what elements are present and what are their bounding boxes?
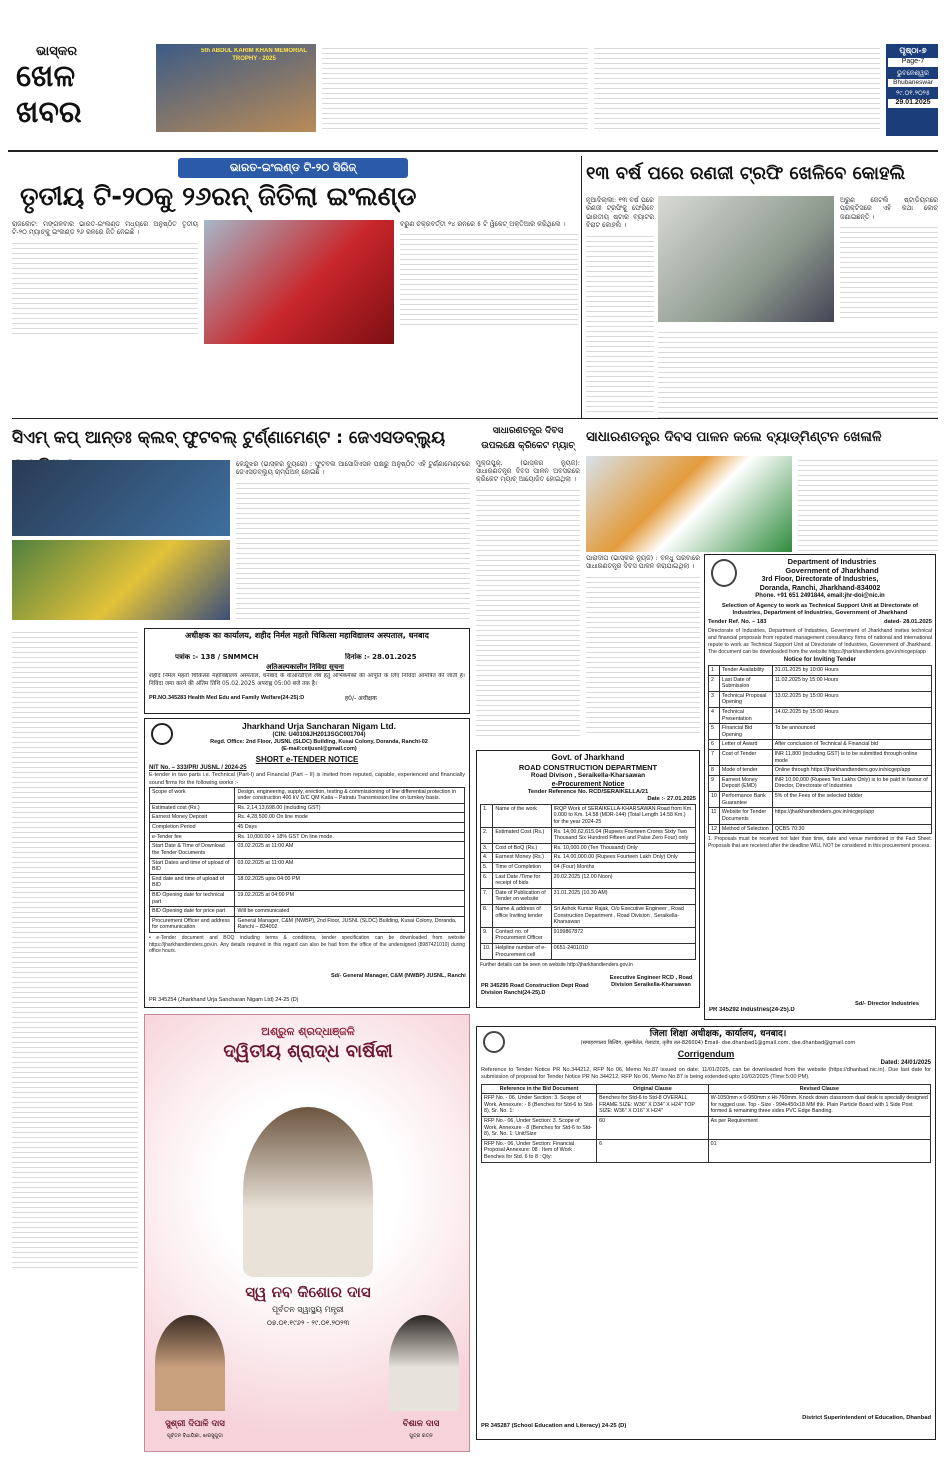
ad-obituary — [144, 1014, 470, 1452]
story-cricket — [476, 426, 580, 746]
story-t20 — [12, 156, 578, 344]
dse-office: जिला शिक्षा अधीक्षक, कार्यालय, धनबाद। — [649, 1029, 787, 1039]
obituary-left-photo — [155, 1315, 225, 1411]
table-row — [481, 905, 696, 928]
badminton-photo — [586, 456, 792, 552]
snmmch-sign: ह0/- अधीक्षक — [345, 695, 377, 702]
table-cell: IRQP Work of SERAIKELLA-KHARSAWAN Road from Km. 0.000 to Km. 14.58 (MDR-144) (Total Length 14.58 Km.) for the year 2024-25 — [551, 804, 695, 827]
table-row — [150, 787, 465, 803]
football-headline: ସିଏମ୍ କପ୍ ଆନ୍ତଃ କ୍ଲବ୍ ଫୁଟବଲ୍ ଟୁର୍ଣ୍ଣାମେଣ୍ଟ : ଜେଏସଡବ୍ଲ୍ୟୁ — [12, 428, 446, 448]
dse-date: Dated: 24/01/2025 — [880, 1059, 931, 1066]
table-row — [709, 708, 932, 724]
table-cell: 18.02.2025 upto 04:00 PM — [235, 874, 465, 890]
table-cell: 9199867872 — [551, 927, 695, 943]
story-badminton — [586, 426, 938, 552]
table-cell: Helpline number of e-Procurement cell — [493, 944, 551, 960]
table-row — [481, 843, 696, 853]
table-cell: Benches for Std-6 to Std-8 OVERALL FRAME SIZE: W36" X D34" X H24" TOP SIZE: W36" X D16" X H24" — [597, 1094, 709, 1117]
rcd-further: Further details can be seen on website http://jharkhandtenders.gov.in — [480, 962, 633, 969]
table-cell: Scope of work — [150, 787, 235, 803]
table-cell: General Manager, C&M (NWBP), 2nd Floor, JUSNL (SLDC) Building, Kusai Colony, Doranda, Ranchi – 834002 — [235, 916, 465, 932]
table-cell: 5 — [709, 724, 720, 740]
ad-rcd — [476, 750, 700, 1008]
table-row — [709, 766, 932, 776]
table-cell: 7 — [709, 750, 720, 766]
industries-tender-no: Tender Ref. No. – 183 — [708, 619, 767, 626]
obituary-name: ସ୍ୱ ନବ କିଶୋର ଦାସ — [245, 1283, 371, 1301]
table-cell: Website for Tender Documents — [719, 808, 772, 824]
table-cell: RFP No. - 06, Under Section: 3. Scope of Work, Annexure: - 8 (Benches for Std-6 to Std-8), Sr. No. 1: — [482, 1094, 597, 1117]
table-cell: Rs. 2,14,13,698.00 (including GST) — [235, 803, 465, 813]
table-row — [709, 750, 932, 766]
rcd-division: Road Divison , Seraikella-Kharsawan — [530, 772, 646, 780]
table-cell: Estimated Cost (Rs.) — [493, 827, 551, 843]
snmmch-body: शहीद निर्मल महतो चिकित्सा महाविद्यालय अस्पताल, धनबाद के वीआरडीएल लैब हेतु अभिकर्मकों की आपूर्ति के लिए निविदा आमंत्रित की जाती है। निविदा जमा करने की अंतिम तिथि 05.02.2025 अपराह्न 05:00 बजे तक है। — [149, 673, 465, 687]
table-cell: Letter of Award — [719, 740, 772, 750]
rule-t20-bottom — [12, 418, 938, 419]
table-cell: 20.02.2025 (12.00 Noon) — [551, 872, 695, 888]
table-cell: Start Date & Time of Download the Tender Documents — [150, 842, 235, 858]
football-photo-1 — [12, 460, 230, 536]
kohli-headline: ୧୩ ବର୍ଷ ପରେ ରଣଜୀ ଟ୍ରଫି ଖେଳିବେ କୋହଲି — [586, 163, 906, 184]
snmmch-pr: PR.NO.345283 Health Med Edu and Family Welfare(24-25):D — [149, 695, 305, 701]
ad-dse — [476, 1026, 936, 1440]
dse-body: Reference to Tender Notice PR No.344212, RFP No 06, Memo No.87 issued on date: 11/01/2025, can be downloaded from the website (https://dhanbad.nic.in). Due last date for submission of proposal for Tender Notice PR No.344212, RFP No 06, Memo No.87 is being extended upto 10/02/2025 (Time:5:00 PM). — [481, 1067, 931, 1081]
table-cell: Financial Bid Opening — [719, 724, 772, 740]
jusnl-sign: Sd/- General Manager, C&M (NWBP) JUSNL, Ranchi — [331, 973, 466, 979]
table-cell: As per Requirement — [708, 1116, 930, 1139]
snmmch-title: अधीक्षक का कार्यालय, शहीद निर्मल महतो चिकित्सा महाविद्यालय अस्पताल, धनबाद — [185, 631, 429, 640]
masthead-logo — [14, 44, 154, 134]
obituary-right-photo — [389, 1315, 459, 1411]
table-cell: Rs. 14,00,62,615.04 (Rupees Fourteen Crores Sixty Two Thousand Six Hundred Fifteen and Paise Zero Four) only — [551, 827, 695, 843]
kohli-body-left — [586, 196, 654, 420]
rcd-ref: Tender Reference No. RCD/SERAIKELLA/21 — [527, 789, 649, 796]
table-cell: 01 — [708, 1139, 930, 1162]
city-odia: ଭୁବନେଶ୍ୱର — [897, 68, 929, 77]
table-cell: 31.01.2025 (10.30 AM) — [551, 888, 695, 904]
date-en: 29.01.2025 — [888, 99, 938, 108]
snmmch-date: दिनांक :- 28.01.2025 — [345, 653, 417, 661]
t20-kicker: ଭାରତ-ଇଂଲଣ୍ଡ ଟି-୨୦ ସିରିଜ୍ — [178, 158, 408, 178]
table-cell: 11 — [709, 808, 720, 824]
table-cell: Tender Availability — [719, 665, 772, 675]
obituary-title: ଦ୍ୱିତୀୟ ଶ୍ରାଦ୍ଧ ବାର୍ଷିକୀ — [223, 1041, 393, 1062]
table-row — [709, 824, 932, 834]
football-body-lead: କେନ୍ଦୁଝର (ଭାସ୍କର ବ୍ୟୁରୋ) : ଫୁଟବଲ ଆସୋସିଏସନ ପକ୍ଷରୁ ଅନୁଷ୍ଠିତ ଏହି ଟୁର୍ଣ୍ଣାମେଣ୍ଟରେ ଜେଏସଡବ୍ଲ୍ୟୁ ଚାମ୍ପିଅନ୍ ହୋଇଛି । — [236, 460, 470, 477]
t20-headline: ତୃତୀୟ ଟି-୨୦କୁ ୨୬ରନ୍ ଜିତିଲା ଇଂଲଣ୍ଡ — [20, 182, 417, 212]
industries-phone: Phone. +91 651 2491844, email:jhr-doi@nic.in — [755, 593, 885, 600]
table-cell: Performance Bank Guarantee — [719, 792, 772, 808]
badminton-body-lead: ପାରାଦୀପ (ଭାସ୍କର ନ୍ୟୁଜ) : ବନ୍ଧୁ ପରବାରେ ସାଧାରଣତନ୍ତ୍ର ଦିବସ ପାଳନ କରାଯାଇଥିଲା । — [586, 554, 700, 571]
table-cell: 11.02.2025 by 15:00 Hours — [772, 675, 931, 691]
table-cell: 8 — [709, 766, 720, 776]
jusnl-title: Jharkhand Urja Sancharan Nigam Ltd. — [242, 721, 396, 731]
table-row — [150, 823, 465, 833]
table-cell: 12 — [709, 824, 720, 834]
table-cell: Earnest Money (Rs.) — [493, 853, 551, 863]
table-cell: Earnest Money Deposit (EMD) — [719, 775, 772, 791]
obituary-right-name: ବିଶାଳ ଦାସ — [402, 1419, 440, 1429]
kohli-body-lead: ନୂଆଦିଲ୍ଲୀ: ୧୩ ବର୍ଷ ପରେ ରଣଜୀ ଟ୍ରଫିକୁ ଫେରିବେ ଭାରତୀୟ ଷ୍ଟାର ବ୍ୟାଟର ବିରାଟ କୋହଲି । — [586, 196, 654, 230]
badminton-body — [586, 554, 700, 742]
jusnl-logo-icon — [151, 723, 173, 745]
page-label-odia: ପୃଷ୍ଠା-୭ — [899, 46, 927, 55]
table-cell: 6. — [481, 872, 493, 888]
ad-jusnl — [144, 718, 470, 1008]
kohli-body-right-lead: ଅରୁଣ ଜେଟଲି ଷ୍ଟାଡିୟମରେ ପ୍ରାକ୍ଟିସରେ ଏହି କଥା କୋଚ୍ ଜଣାଇଛନ୍ତି । — [840, 196, 938, 221]
table-row — [709, 808, 932, 824]
rcd-sign: Executive Engineer RCD , Road Division Seraikella-Kharsawan — [609, 975, 693, 988]
table-cell: Cost of BoQ (Rs.) — [493, 843, 551, 853]
jusnl-pr: PR 345254 (Jharkhand Urja Sancharan Nigam Ltd) 24-25 (D) — [149, 997, 299, 1003]
dse-pr: PR 345287 (School Education and Literacy) 24-25 (D) — [481, 1423, 627, 1429]
story-kohli — [586, 160, 938, 420]
table-row — [709, 792, 932, 808]
table-row — [481, 872, 696, 888]
table-cell: 9 — [709, 775, 720, 791]
table-cell: BID Opening date for technical part — [150, 890, 235, 906]
t20-photo — [204, 220, 394, 344]
industries-addr2: Doranda, Ranchi, Jharkhand-834002 — [759, 584, 881, 592]
rcd-govt: Govt. of Jharkhand — [551, 753, 625, 762]
table-cell: Last Date of Submission — [719, 675, 772, 691]
table-header-row — [482, 1084, 931, 1094]
cricket-headline: ଉପଲକ୍ଷେ କ୍ରିକେଟ ମ୍ୟାଚ୍ — [481, 441, 575, 452]
section-title-line1: ଖେଳ — [16, 60, 76, 94]
dse-title: Corrigendum — [677, 1048, 735, 1059]
table-row — [150, 916, 465, 932]
table-cell: 04 (Four) Months — [551, 862, 695, 872]
table-row — [709, 675, 932, 691]
table-cell: End date and time of upload of BID — [150, 874, 235, 890]
table-cell: 2. — [481, 827, 493, 843]
industries-sign: Sd/- Director Industries — [855, 1001, 920, 1007]
table-row — [481, 853, 696, 863]
obituary-left-name: ସୁଶ୍ରୀ ଦିପାଳି ଦାସ — [165, 1419, 225, 1429]
table-cell: Name & address of office Inviting tender — [493, 905, 551, 928]
table-cell: 14.02.2025 by 15:00 Hours — [772, 708, 931, 724]
table-cell: 13.02.2025 by 15:00 Hours — [772, 691, 931, 707]
page-info-box — [886, 44, 938, 136]
section-title-line2: ଖବର — [16, 96, 82, 130]
t20-body-left — [12, 220, 198, 342]
table-cell: 03.02.2025 at 11:00 AM — [235, 842, 465, 858]
table-cell: Date of Publication of Tender on website — [493, 888, 551, 904]
obituary-right-role: ପୁତ୍ର ରତ୍ନ — [409, 1433, 433, 1439]
table-row — [150, 803, 465, 813]
table-cell: INR 11,800 (including GST) is to be submitted through online mode — [772, 750, 931, 766]
jusnl-notes: • e-Tender document and BOQ including terms & conditions, tender specification can be downloaded from website https://jharkhandtenders.gov.in. Any details required in this regard can also be had from the office of the undersigned (8987421010) during office hours. — [149, 935, 465, 955]
table-cell: Estimated cost (Rs.) — [150, 803, 235, 813]
table-row — [709, 740, 932, 750]
table-row — [482, 1139, 931, 1162]
table-row — [709, 775, 932, 791]
table-cell: W-1050mm x 0-950mm x Ht-760mm. Knock down classroom dual desk is specially designed for rugged use. Top - Size - 994x450x18 MM thk. Plain Particle Board with 1 Side Post formed & remaining three sides PVC Edge Banding. — [708, 1094, 930, 1117]
table-cell: RFP No.- 06, Under Section: 3. Scope of Work, Annexure - 8 (Benches for Std-6 to Std-8), Sr. No. 1: Unit/Size — [482, 1116, 597, 1139]
table-cell: Sri Ashok Kumar Rajak, O/o Executive Engineer , Road Construction Department , Road Division , Seraikella-Kharsawan — [551, 905, 695, 928]
table-cell: 5. — [481, 862, 493, 872]
city-en: Bhubaneswar — [888, 79, 938, 87]
snmmch-subject: अतिअल्पकालीन निविदा सूचना — [266, 663, 344, 671]
table-cell: 1. — [481, 804, 493, 827]
table-cell: 9. — [481, 927, 493, 943]
table-cell: 5% of the Fees of the selected bidder — [772, 792, 931, 808]
table-cell: 6 — [709, 740, 720, 750]
table-cell: Rs. 4,28,500.00 On line mode — [235, 813, 465, 823]
table-cell: 4. — [481, 853, 493, 863]
table-cell: 3 — [709, 691, 720, 707]
industries-note: 1. Proposals must be received not later than time, date and venue mentioned in the Fact Sheet. Proposals that are received after the deadline WILL NOT be considered in this procurement process. — [708, 836, 932, 849]
table-cell: After conclusion of Technical & Financial bid — [772, 740, 931, 750]
table-row — [150, 907, 465, 917]
story-football — [12, 424, 470, 622]
table-row — [709, 724, 932, 740]
table-row — [150, 890, 465, 906]
football-body — [236, 460, 470, 620]
rcd-pr: PR 345295 Road Construction Dept Road Division Ranchi(24-25).D — [481, 983, 589, 996]
table-cell: 45 Days — [235, 823, 465, 833]
table-row — [481, 944, 696, 960]
snmmch-ref: पत्रांक :- 138 / SNMMCH — [175, 653, 259, 661]
table-cell: Earnest Money Deposit — [150, 813, 235, 823]
industries-pr: PR 345292 Industries(24-25).D — [709, 1007, 795, 1013]
table-cell: Start Dates and time of upload of BID — [150, 858, 235, 874]
jusnl-notice-title: SHORT e-TENDER NOTICE — [255, 754, 359, 764]
badminton-headline: ସାଧାରଣତନ୍ତ୍ର ଦିବସ ପାଳନ କଲେ ବ୍ୟାଡ୍‌ମିଣ୍ଟନ ଖେଳାଳି — [586, 429, 882, 445]
jusnl-office: Regd. Office: 2nd Floor, JUSNL (SLDC) Building, Kusai Colony, Doranda, Ranchi-02 — [210, 739, 428, 746]
jusnl-table — [149, 787, 465, 933]
table-cell: Last Date /Time for receipt of bids — [493, 872, 551, 888]
masthead-rule — [8, 150, 938, 152]
table-cell: Completion Period — [150, 823, 235, 833]
obituary-dates: ୦୭.୦୧.୧୯୬୨ - ୨୯.୦୧.୨୦୨୩ — [266, 1319, 350, 1327]
industries-schedule-title: Notice for Inviting Tender — [783, 657, 857, 664]
table-cell: Procurement Officer and address for communication — [150, 916, 235, 932]
table-cell: 2 — [709, 675, 720, 691]
table-cell: Rs. 14,00,000.00 (Rupees Fourteen Lakh Only) Only — [551, 853, 695, 863]
industries-govt: Government of Jharkhand — [785, 566, 879, 576]
table-row — [482, 1116, 931, 1139]
table-cell: To be announced — [772, 724, 931, 740]
table-cell: Technical Presentation — [719, 708, 772, 724]
table-row — [150, 858, 465, 874]
table-row — [150, 813, 465, 823]
football-continued-col — [12, 628, 138, 1268]
table-cell: 3. — [481, 843, 493, 853]
page-label-en: Page-7 — [888, 58, 938, 67]
kohli-body-right — [840, 196, 938, 326]
cricket-body: ମୁକ୍ତାପୁର୍, (ଭାସ୍କର ନ୍ୟୁଜ): ସାଧାରଣତନ୍ତ୍ର ଦିବସ ପାଳନ ଅବସରରେ କ୍ରିକେଟ ମ୍ୟାଚ୍ ଆୟୋଜିତ ହୋଇଥିଲା । — [476, 458, 580, 484]
ad-industries — [704, 554, 936, 1020]
jusnl-nit: NIT No. – 333/PR/ JUSNL / 2024-25 — [149, 764, 247, 771]
table-cell: QCBS 70:30 — [772, 824, 931, 834]
masthead-text-col-1 — [322, 44, 588, 132]
table-row — [482, 1094, 931, 1117]
table-cell: Online through https://jharkhandtenders.gov.in/nicgep/app — [772, 766, 931, 776]
kohli-body-bottom — [658, 328, 938, 420]
dse-table — [481, 1084, 931, 1163]
obituary-top: ଅଶ୍ରୁଳ ଶ୍ରଦ୍ଧାଞ୍ଜଳି — [261, 1025, 355, 1038]
ad-snmmch — [144, 628, 470, 714]
jharkhand-emblem-icon — [711, 559, 737, 587]
table-cell: RFP No.- 06, Under Section: Financial Proposal Annexure: 08 : Item of Work : Benches for Std. 6 to 8 : Qty: — [482, 1139, 597, 1162]
t20-body-right — [400, 220, 578, 342]
paper-name: ଭାସ୍କର — [36, 44, 78, 59]
table-cell: 0651-2401010 — [551, 944, 695, 960]
table-cell: Time of Completion — [493, 862, 551, 872]
rcd-date: Date :- 27.01.2025 — [647, 796, 696, 803]
table-row — [150, 832, 465, 842]
football-photo-2 — [12, 540, 230, 620]
table-cell: INR 10,00,000 (Rupees Ten Lakhs Only) is to be paid in favour of Director, Directorate of Industries — [772, 775, 931, 791]
table-cell: 6 — [597, 1139, 709, 1162]
dse-emblem-icon — [483, 1031, 505, 1053]
rcd-table — [480, 804, 696, 961]
table-cell: 4 — [709, 708, 720, 724]
table-cell: Design, engineering, supply, erection, testing & commissioning of line differential protection in under construction 400 kV D/C QM Katia – Patratu Transmission line on turnkey basis. — [235, 787, 465, 803]
industries-addr1: 3rd Floor, Directorate of Industries, — [761, 575, 879, 583]
kohli-photo — [658, 196, 834, 322]
table-row — [481, 804, 696, 827]
table-cell: 1 — [709, 665, 720, 675]
table-cell: 19.02.2025 at 04:00 PM — [235, 890, 465, 906]
table-cell: BID Opening date for price part — [150, 907, 235, 917]
table-cell: Technical Proposal Opening — [719, 691, 772, 707]
table-cell: e-Tender fee — [150, 832, 235, 842]
rcd-notice-title: e-Procurement Notice — [551, 780, 625, 788]
table-header-cell: Original Clause — [597, 1084, 709, 1094]
table-row — [150, 874, 465, 890]
table-cell: Rs. 10,000.00 + 18% GST On line mode. — [235, 832, 465, 842]
dse-sign: District Superintendent of Education, Dhanbad — [802, 1415, 931, 1421]
industries-selection: Selection of Agency to work as Technical Support Unit at Directorate of Industries, Department of Industries, Government of Jharkhand — [721, 602, 919, 616]
table-cell: https://jharkhandtenders.gov.in/nicgep/app — [772, 808, 931, 824]
table-cell: Mode of tender — [719, 766, 772, 776]
t20-body-lead: ରାଜକୋଟ: ମଙ୍ଗଳବାର ଭାରତ-ଇଂଲଣ୍ଡ ମଧ୍ୟରେ ଅନୁଷ୍ଠିତ ତୃତୀୟ ଟି-୨୦ ମ୍ୟାଚ୍‌କୁ ଇଂଲଣ୍ଡ ୨୬ ରନରେ ଜିତି ନେଇଛି । — [12, 220, 198, 237]
table-cell: 60 — [597, 1116, 709, 1139]
table-cell: Will be communicated — [235, 907, 465, 917]
date-odia: ୨୯.୦୧.୨୦୨୫ — [896, 89, 930, 97]
jusnl-cin: (CIN: U40108JH2013SGC001704) — [272, 731, 366, 738]
table-cell: Contact no. of Procurement Officer — [493, 927, 551, 943]
badminton-body-right — [798, 456, 938, 552]
table-row — [481, 927, 696, 943]
industries-body: Directorate of Industries, Department of Industries, Government of Jharkhand invites technical and financial proposals from reputed management consultancy firms of national and international repute to work as Technical Support Unit at Directorate of Industries, Government of Jharkhand. The document can be downloaded from the website https://jharkhandtenders.gov.in/nicgep/app — [708, 628, 932, 655]
table-row — [150, 842, 465, 858]
jusnl-email: (E-mail:cetjusnl@gmail.com) — [281, 746, 357, 752]
table-row — [481, 827, 696, 843]
table-cell: 8. — [481, 905, 493, 928]
obituary-role: ପୂର୍ବତନ ସ୍ୱାସ୍ଥ୍ୟ ମନ୍ତ୍ରୀ — [272, 1305, 344, 1314]
masthead-text-col-2 — [594, 44, 880, 132]
table-header-cell: Revised Clause — [708, 1084, 930, 1094]
cricket-body-more — [476, 486, 580, 736]
table-cell: Name of the work — [493, 804, 551, 827]
obituary-main-photo — [243, 1107, 373, 1277]
table-row — [481, 888, 696, 904]
dse-addr: (समाहरणालय बिल्डिंग, सुसनीलेल, गेलाटांड, तृतीय तल-826004) Email- dse.dhanbad1@gmail.com, dse.dhanbad@gmail.com — [580, 1040, 856, 1047]
col-rule-top — [581, 156, 582, 418]
industries-dated: dated- 28.01.2025 — [883, 619, 932, 626]
industries-dept: Department of Industries — [787, 557, 877, 566]
table-row — [709, 665, 932, 675]
cricket-kicker: ସାଧାରଣତନ୍ତ୍ର ଦିବସ — [492, 426, 564, 436]
table-row — [481, 862, 696, 872]
table-cell: Method of Selection — [719, 824, 772, 834]
industries-table — [708, 665, 932, 834]
table-cell: Rs. 10,000.00 (Ten Thousand) Only — [551, 843, 695, 853]
masthead-photo — [156, 44, 316, 132]
table-cell: 31.01.2025 by 10:00 Hours — [772, 665, 931, 675]
t20-body-right-lead: ବରୁଣ ଚକ୍ରବର୍ତ୍ତୀ ୨୪ ରନରେ ୫ ଟି ୱିକେଟ୍ ଅକ୍ତିଆର କରିଥିଲେ । — [400, 220, 566, 228]
masthead — [8, 40, 938, 140]
masthead-photo-banner: 5th ABDUL KARIM KHAN MEMORIAL TROPHY - 2025 — [201, 48, 307, 62]
table-cell: 10 — [709, 792, 720, 808]
rcd-dept: ROAD CONSTRUCTION DEPARTMENT — [518, 763, 658, 772]
table-cell: Cost of Tender — [719, 750, 772, 766]
obituary-left-role: ପୂର୍ବତନ ବିଧାୟିକା, ଝାରସୁଗୁଡା — [166, 1433, 224, 1439]
table-cell: 10. — [481, 944, 493, 960]
table-cell: 7. — [481, 888, 493, 904]
table-cell: 03.02.2025 at 11:00 AM — [235, 858, 465, 874]
jusnl-intro: E-tender in two parts i.e. Technical (Part-I) and Financial (Part – II) is invited from reputed, capable, experienced and financially sound firms for the following works :- — [149, 772, 465, 786]
table-header-cell: Reference in the Bid Document — [482, 1084, 597, 1094]
table-row — [709, 691, 932, 707]
